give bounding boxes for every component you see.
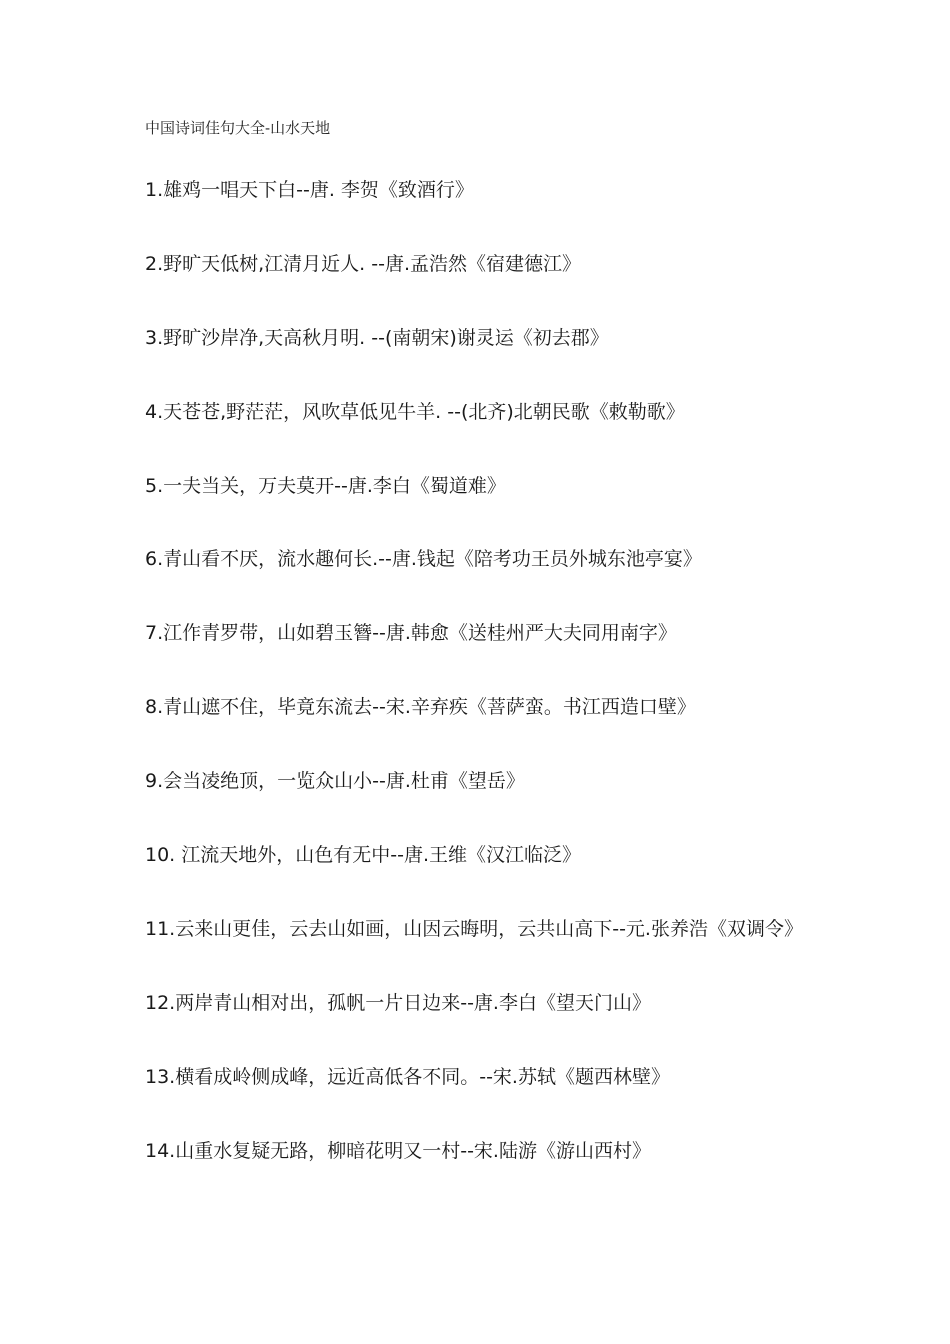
poem-line-8: 8.青山遮不住，毕竟东流去--宋.辛弃疾《菩萨蛮。书江西造口壁》: [145, 696, 696, 719]
poem-list: [145, 176, 803, 1210]
document-title: 中国诗词佳句大全-山水天地: [145, 119, 331, 137]
poem-line-14: 14.山重水复疑无路，柳暗花明又一村--宋.陆游《游山西村》: [145, 1139, 651, 1162]
poem-line-13: 13.横看成岭侧成峰，远近高低各不同。--宋.苏轼《题西林壁》: [145, 1065, 670, 1088]
poem-line-11: 11.云来山更佳，云去山如画，山因云晦明，云共山高下--元.张养浩《双调令》: [145, 917, 803, 940]
poem-line-5: 5.一夫当关，万夫莫开--唐.李白《蜀道难》: [145, 474, 506, 497]
poem-line-2: 2.野旷天低树,江清月近人. --唐.孟浩然《宿建德江》: [145, 252, 581, 275]
poem-line-3: 3.野旷沙岸净,天高秋月明. --(南朝宋)谢灵运《初去郡》: [145, 326, 609, 349]
poem-line-9: 9.会当凌绝顶，一览众山小--唐.杜甫《望岳》: [145, 770, 525, 793]
poem-line-4: 4.天苍苍,野茫茫，风吹草低见牛羊. --(北齐)北朝民歌《敕勒歌》: [145, 400, 685, 423]
poem-line-6: 6.青山看不厌，流水趣何长.--唐.钱起《陪考功王员外城东池亭宴》: [145, 548, 702, 571]
poem-line-12: 12.两岸青山相对出，孤帆一片日边来--唐.李白《望天门山》: [145, 991, 651, 1014]
poem-line-7: 7.江作青罗带，山如碧玉簪--唐.韩愈《送桂州严大夫同用南字》: [145, 622, 677, 645]
poem-line-10: 10. 江流天地外，山色有无中--唐.王维《汉江临泛》: [145, 844, 582, 867]
poem-line-1: 1.雄鸡一唱天下白--唐. 李贺《致酒行》: [145, 179, 474, 201]
